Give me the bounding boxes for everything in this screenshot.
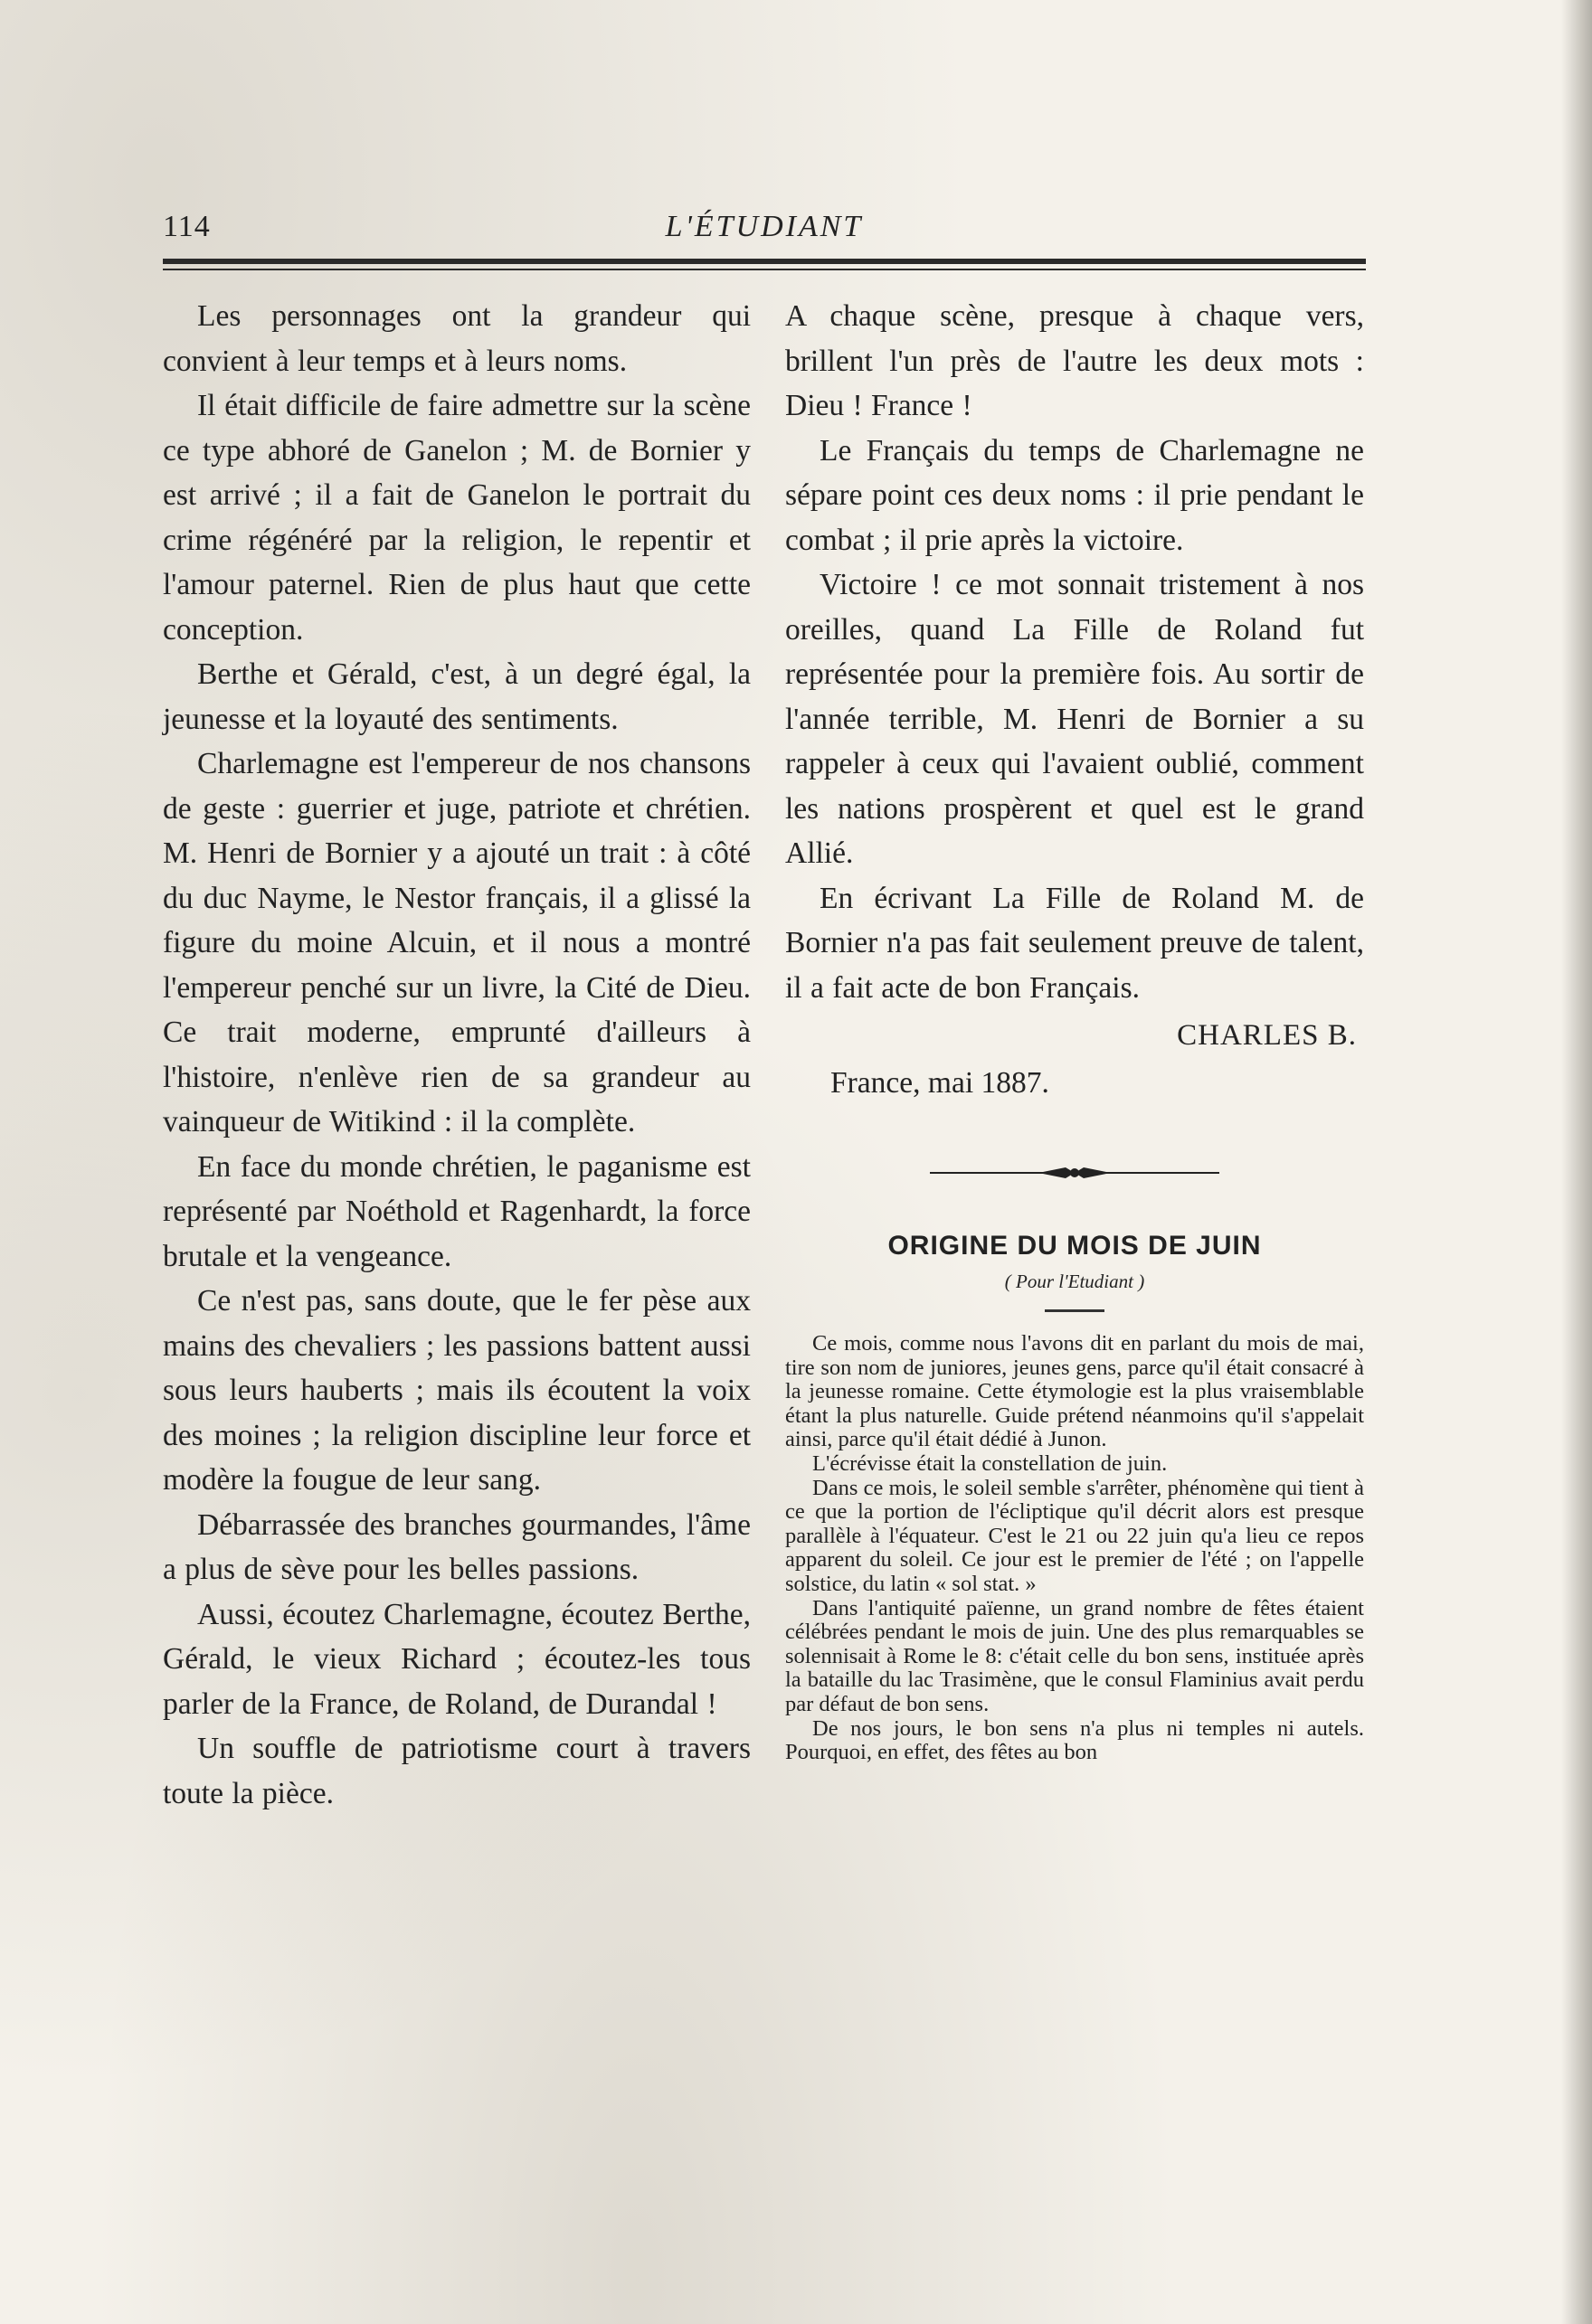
page-header — [163, 210, 1366, 264]
right-paragraph: En écrivant La Fille de Roland M. de Bornier n'a pas fait seulement preuve de talent, il a fait acte de bon Français. — [785, 881, 1364, 1005]
left-paragraph: Il était difficile de faire admettre sur la scène ce type abhoré de Ganelon ; M. de Bornier y est arrivé ; il a fait de Ganelon le portrait du crime régénéré par la religion, le repentir et l'amour paternel. Rien de plus haut que cette conception. — [163, 389, 751, 647]
article-paragraph: De nos jours, le bon sens n'a plus ni temples ni autels. Pourquoi, en effet, des fêtes au bon — [785, 1715, 1364, 1765]
left-paragraph: Aussi, écoutez Charlemagne, écoutez Berthe, Gérald, le vieux Richard ; écoutez-les tous parler de la France, de Roland, de Durandal ! — [163, 1597, 751, 1721]
dateline: France, mai 1887. — [830, 1066, 1049, 1100]
section-divider-ornament — [930, 1162, 1219, 1184]
left-column — [163, 294, 751, 1816]
left-paragraph: Ce n'est pas, sans doute, que le fer pèse aux mains des chevaliers ; les passions battent aussi sous leurs hauberts ; mais ils écoutent la voix des moines ; la religion discipline leur force et modère la fougue de leur sang. — [163, 1284, 751, 1497]
article-paragraph: L'écrévisse était la constellation de juin. — [812, 1450, 1168, 1476]
left-paragraph: Un souffle de patriotisme court à travers toute la pièce. — [163, 1732, 751, 1810]
header-rule-thick — [163, 259, 1366, 264]
left-paragraph: Charlemagne est l'empereur de nos chansons de geste : guerrier et juge, patriote et chrétien. M. Henri de Bornier y a ajouté un trait : à côté du duc Nayme, le Nestor français, il a glissé la figure du moine Alcuin, et il nous a montré l'empereur penché sur un livre, la Cité de Dieu. Ce trait moderne, emprunté d'ailleurs à l'histoire, n'enlève rien de sa grandeur au vainqueur de Witikind : il la complète. — [163, 747, 751, 1138]
right-paragraph: Le Français du temps de Charlemagne ne sépare point ces deux noms : il prie pendant le combat ; il prie après la victoire. — [785, 433, 1364, 557]
running-title: L'ÉTUDIANT — [665, 210, 864, 243]
right-paragraph: Victoire ! ce mot sonnait tristement à nos oreilles, quand La Fille de Roland fut représentée pour la première fois. Au sortir de l'année terrible, M. Henri de Bornier a su rappeler à ceux qui l'avaient oublié, comment les nations prospèrent et quel est le grand Allié. — [785, 568, 1364, 870]
article-subtitle: ( Pour l'Etudiant ) — [1004, 1271, 1145, 1292]
left-paragraph: En face du monde chrétien, le paganisme est représenté par Noéthold et Ragenhardt, la force brutale et la vengeance. — [163, 1149, 751, 1273]
left-paragraph: Débarrassée des branches gourmandes, l'âme a plus de sève pour les belles passions. — [163, 1507, 751, 1586]
page-edge-shadow — [1561, 0, 1592, 2324]
article-paragraph: Dans l'antiquité païenne, un grand nombre de fêtes étaient célébrées pendant le mois de juin. Une des plus remarquables se solennisait à Rome le 8: c'était celle du bon sens, instituée après la bataille du lac Trasimène, que le consul Flaminius avait perdu par défaut de bon sens. — [785, 1595, 1364, 1716]
article-title: ORIGINE DU MOIS DE JUIN — [887, 1231, 1262, 1261]
header-rule-thin — [163, 269, 1366, 270]
author-signature: CHARLES B. — [1177, 1019, 1357, 1052]
article-paragraph: Dans ce mois, le soleil semble s'arrêter, phénomène qui tient à ce que la portion de l'écliptique qu'il décrit alors est presque parallèle à l'équateur. C'est le 21 ou 22 juin qu'a lieu ce repos apparent du soleil. Ce jour est le premier de l'été ; on l'appelle solstice, du latin « sol stat. » — [785, 1475, 1364, 1596]
article-title-rule — [1045, 1309, 1104, 1312]
right-paragraph: A chaque scène, presque à chaque vers, brillent l'un près de l'autre les deux mots : Dieu ! France ! — [785, 299, 1364, 422]
left-paragraph: Berthe et Gérald, c'est, à un degré égal, la jeunesse et la loyauté des sentiments. — [163, 657, 751, 736]
right-column — [785, 294, 1364, 1765]
left-paragraph: Les personnages ont la grandeur qui convient à leur temps et à leurs noms. — [163, 299, 751, 378]
page-number: 114 — [163, 210, 211, 243]
article-paragraph: Ce mois, comme nous l'avons dit en parlant du mois de mai, tire son nom de juniores, jeunes gens, parce qu'il était consacré à la jeunesse romaine. Cette étymologie est la plus vraisemblable étant la plus naturelle. Guide prétend néanmoins qu'il s'appelait ainsi, parce qu'il était dédié à Junon. — [785, 1331, 1364, 1452]
